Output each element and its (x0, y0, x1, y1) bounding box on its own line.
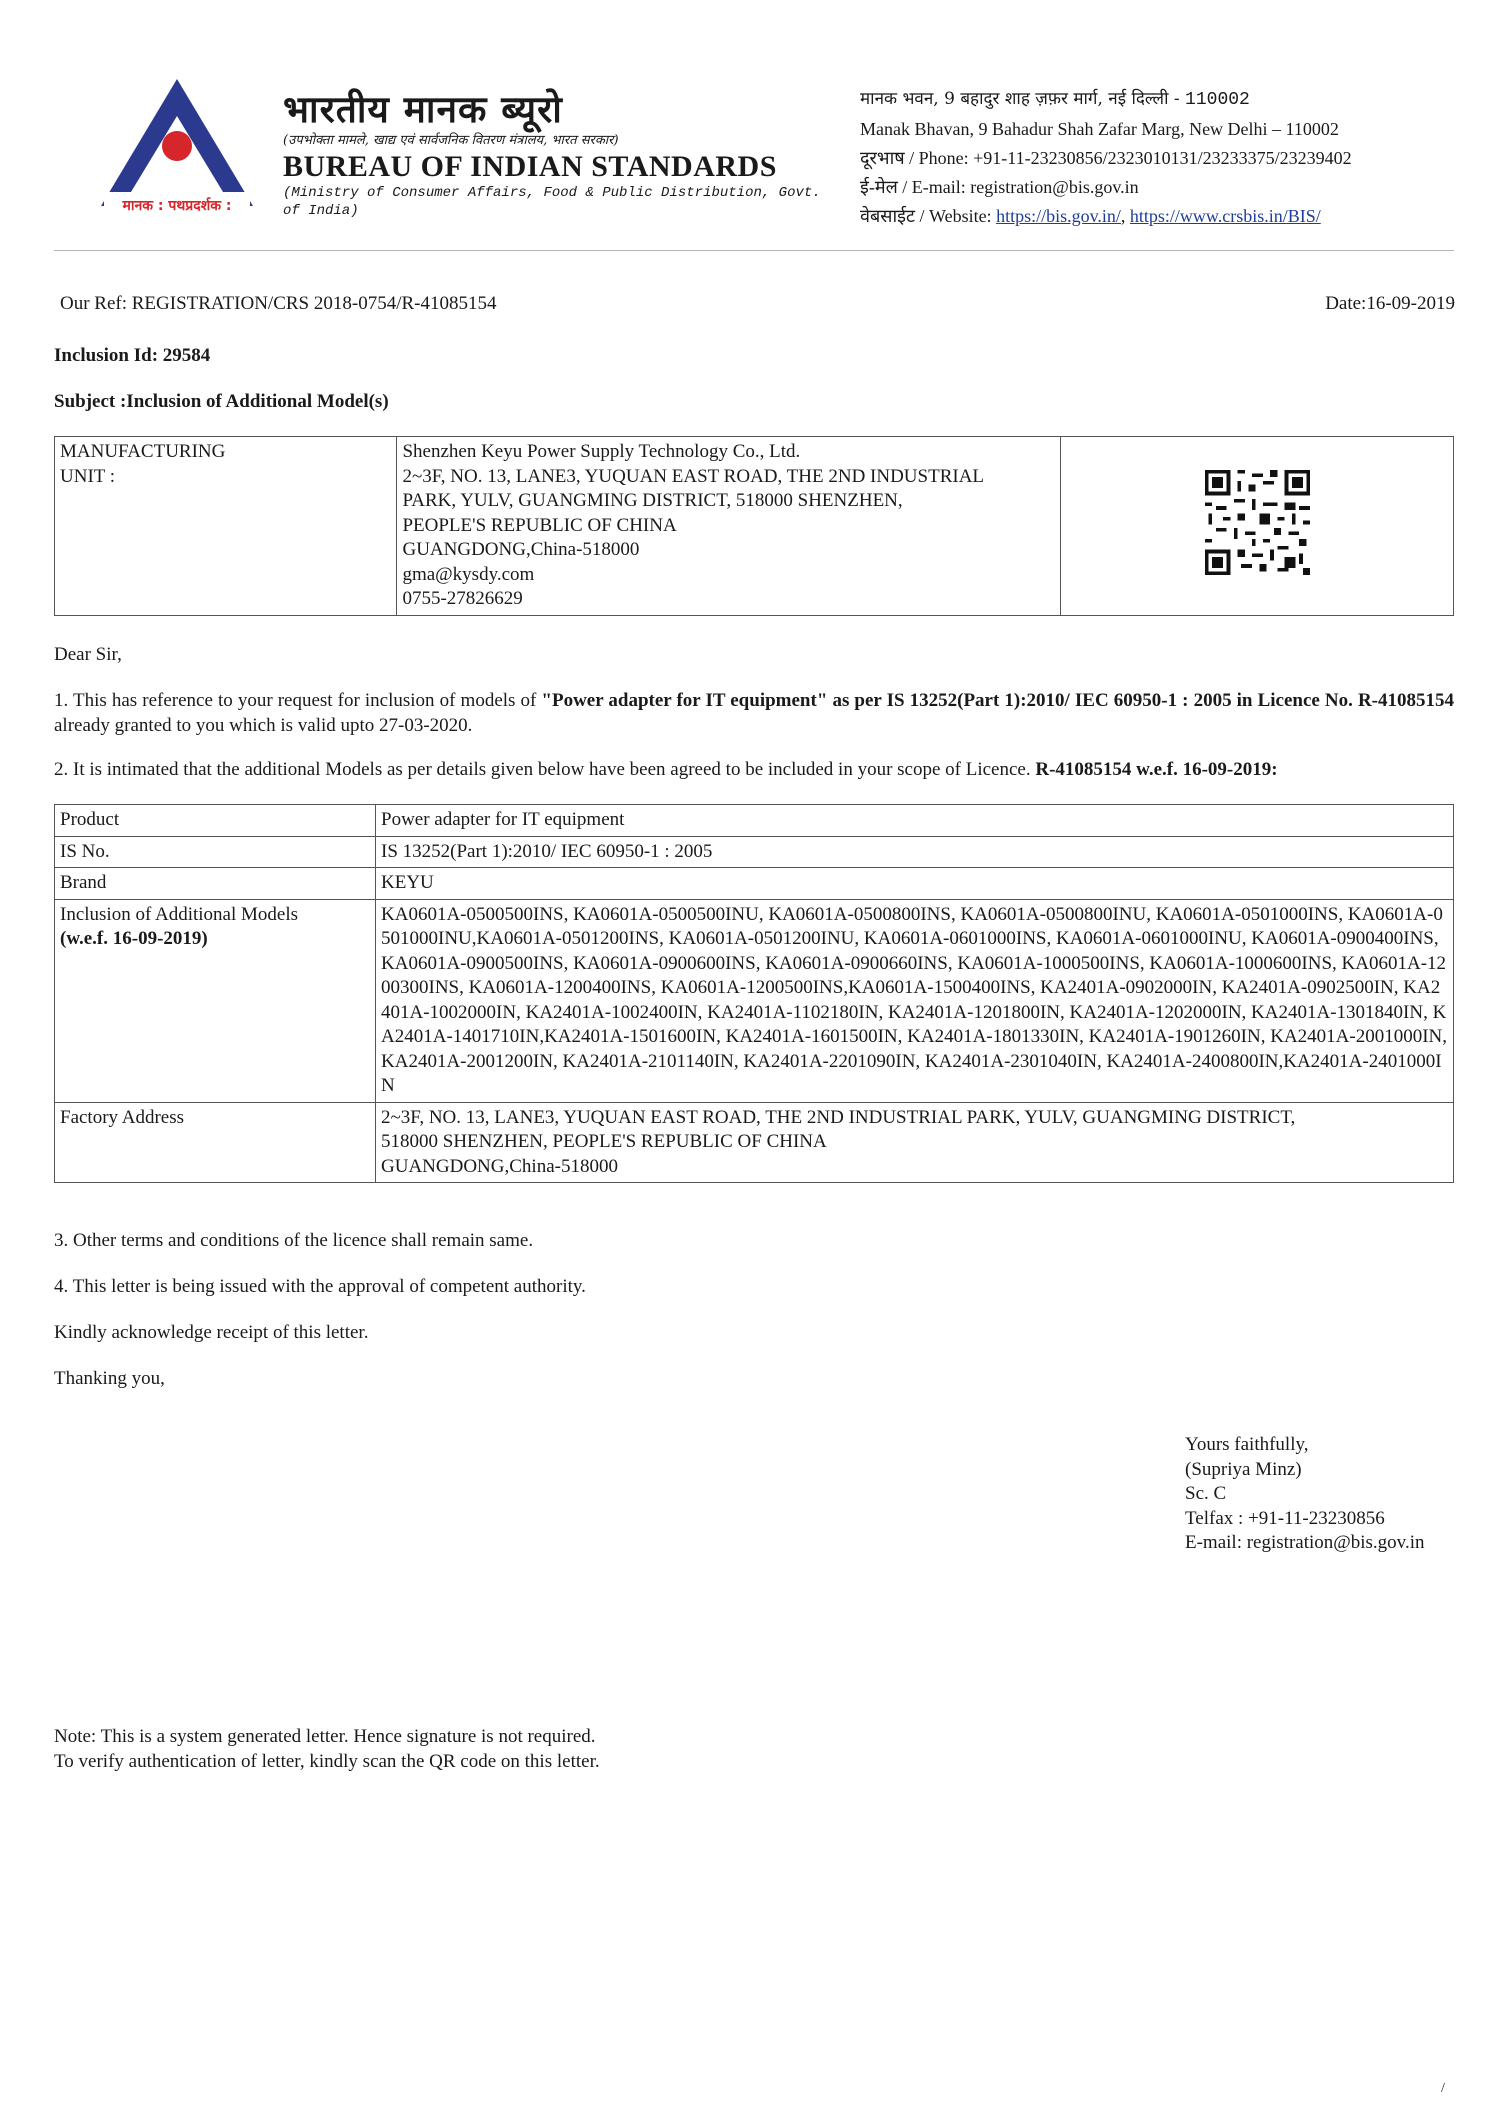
phone-line: दूरभाष / Phone: +91-11-23230856/2323010131/23233375/23239402 (860, 148, 1352, 168)
company-name: Shenzhen Keyu Power Supply Technology Co., Ltd. (402, 441, 801, 462)
table-row (55, 805, 1454, 837)
brand-value: KEYU (376, 868, 1454, 900)
email-line: ई-मेल / E-mail: registration@bis.gov.in (860, 177, 1139, 197)
thanks-line: Thanking you, (54, 1368, 165, 1389)
page-mark: / (1441, 2081, 1445, 2096)
models-label-cell: Inclusion of Additional Models (w.e.f. 16-09-2019) (55, 899, 376, 1102)
factory-address-cell: 2~3F, NO. 13, LANE3, YUQUAN EAST ROAD, THE 2ND INDUSTRIAL PARK, YULV, GUANGMING DISTRICT, 518000 SHENZHEN, PEOPLE'S REPUBLIC OF CHINA GUANGDONG,China-518000 (376, 1102, 1454, 1183)
ministry-english: (Ministry of Consumer Affairs, Food & Public Distribution, Govt. of India) (283, 185, 821, 219)
paragraph-3: 3. Other terms and conditions of the licence shall remain same. (54, 1230, 534, 1251)
contact-block (860, 84, 1352, 231)
signatory-name: (Supriya Minz) (1185, 1458, 1302, 1480)
is-label: IS No. (55, 836, 376, 868)
address-hindi: मानक भवन, 9 बहादुर शाह ज़फ़र मार्ग, नई दिल्ली - 110002 (860, 89, 1250, 110)
factory-label: Factory Address (55, 1102, 376, 1183)
manufacturing-label-cell: MANUFACTURING UNIT : (55, 437, 397, 616)
qr-code-cell (1061, 437, 1454, 616)
header-divider (54, 250, 1454, 251)
table-row (55, 899, 1454, 1102)
product-details-table (54, 804, 1454, 1183)
org-name-hindi: भारतीय मानक ब्यूरो (283, 87, 563, 131)
pin-code: 110002 (1185, 90, 1250, 110)
bis-logo (96, 74, 258, 224)
salutation: Dear Sir, (54, 644, 122, 665)
company-phone: 0755-27826629 (402, 588, 523, 609)
product-label: Product (55, 805, 376, 837)
org-name-english: BUREAU OF INDIAN STANDARDS (283, 150, 777, 183)
table-row (55, 437, 1454, 616)
table-row (55, 836, 1454, 868)
website-link-bis[interactable]: https://bis.gov.in/ (996, 206, 1121, 226)
is-value: IS 13252(Part 1):2010/ IEC 60950-1 : 2005 (376, 836, 1454, 868)
logo-motto: मानक : पथप्रदर्शक : (122, 198, 232, 214)
letter-date: Date:16-09-2019 (1325, 293, 1455, 314)
website-label: वेबसाईट / Website: (860, 206, 997, 226)
brand-label: Brand (55, 868, 376, 900)
system-note: Note: This is a system generated letter. Hence signature is not required. To verify authentication of letter, kindly scan the QR code on this letter. (54, 1726, 600, 1772)
manufacturing-unit-table (54, 436, 1454, 616)
subject: Subject :Inclusion of Additional Model(s) (54, 391, 389, 412)
paragraph-1: 1. This has reference to your request for inclusion of models of "Power adapter for IT equipment" as per IS 13252(Part 1):2010/ IEC 60950-1 : 2005 in Licence No. R-41085154 already granted to you which is valid upto 27-03-2020. (54, 690, 1454, 736)
acknowledge-line: Kindly acknowledge receipt of this letter. (54, 1322, 369, 1343)
product-value: Power adapter for IT equipment (376, 805, 1454, 837)
ministry-hindi: (उपभोक्ता मामले, खाद्य एवं सार्वजनिक वितरण मंत्रालय, भारत सरकार) (283, 133, 619, 148)
table-row (55, 868, 1454, 900)
company-email: gma@kysdy.com (402, 563, 535, 585)
signature-block: Yours faithfully, (Supriya Minz) Sc. C Telfax : +91-11-23230856 E-mail: registration@bis.gov.in (1185, 1434, 1425, 1553)
table-row (55, 1102, 1454, 1183)
manufacturing-details-cell: Shenzhen Keyu Power Supply Technology Co., Ltd. 2~3F, NO. 13, LANE3, YUQUAN EAST ROAD, THE 2ND INDUSTRIAL PARK, YULV, GUANGMING DISTRICT, 518000 SHENZHEN, PEOPLE'S REPUBLIC OF CHINA GUANGDONG,China-518000 gma@kysdy.com 0755-27826629 (397, 437, 1061, 616)
inclusion-id: Inclusion Id: 29584 (54, 345, 211, 366)
paragraph-4: 4. This letter is being issued with the approval of competent authority. (54, 1276, 586, 1297)
website-link-crsbis[interactable]: https://www.crsbis.in/BIS/ (1129, 206, 1321, 226)
paragraph-2: 2. It is intimated that the additional Models as per details given below have been agreed to be included in your scope of Licence. R-41085154 w.e.f. 16-09-2019: (54, 759, 1278, 780)
models-value: KA0601A-0500500INS, KA0601A-0500500INU, KA0601A-0500800INS, KA0601A-0500800INU, KA0601A-0501000INS, KA0601A-0501000INU,KA0601A-0501200INS, KA0601A-0501200INU, KA0601A-0601000INS, KA0601A-0601000INU, KA0601A-0900400INS, KA0601A-0900500INS, KA0601A-0900600INS, KA0601A-0900660INS, KA0601A-1000500INS, KA0601A-1000600INS, KA0601A-1200300INS, KA0601A-1200400INS, KA0601A-1200500INS,KA0601A-1500400INS, KA2401A-0902000IN, KA2401A-0902500IN, KA2401A-1002000IN, KA2401A-1002400IN, KA2401A-1102180IN, KA2401A-1201800IN, KA2401A-1202000IN, KA2401A-1301840IN, KA2401A-1401710IN,KA2401A-1501600IN, KA2401A-1601500IN, KA2401A-1801330IN, KA2401A-1901260IN, KA2401A-2001000IN, KA2401A-2001200IN, KA2401A-2101140IN, KA2401A-2201090IN, KA2401A-2301040IN, KA2401A-2400800IN,KA2401A-2401000IN (376, 899, 1454, 1102)
address-english: Manak Bhavan, 9 Bahadur Shah Zafar Marg, New Delhi – 110002 (860, 119, 1339, 139)
website-line: वेबसाईट / Website: https://bis.gov.in/, https://www.crsbis.in/BIS/ (860, 206, 1321, 226)
our-ref: Our Ref: REGISTRATION/CRS 2018-0754/R-41085154 (60, 293, 497, 314)
qr-code[interactable] (1205, 470, 1310, 575)
